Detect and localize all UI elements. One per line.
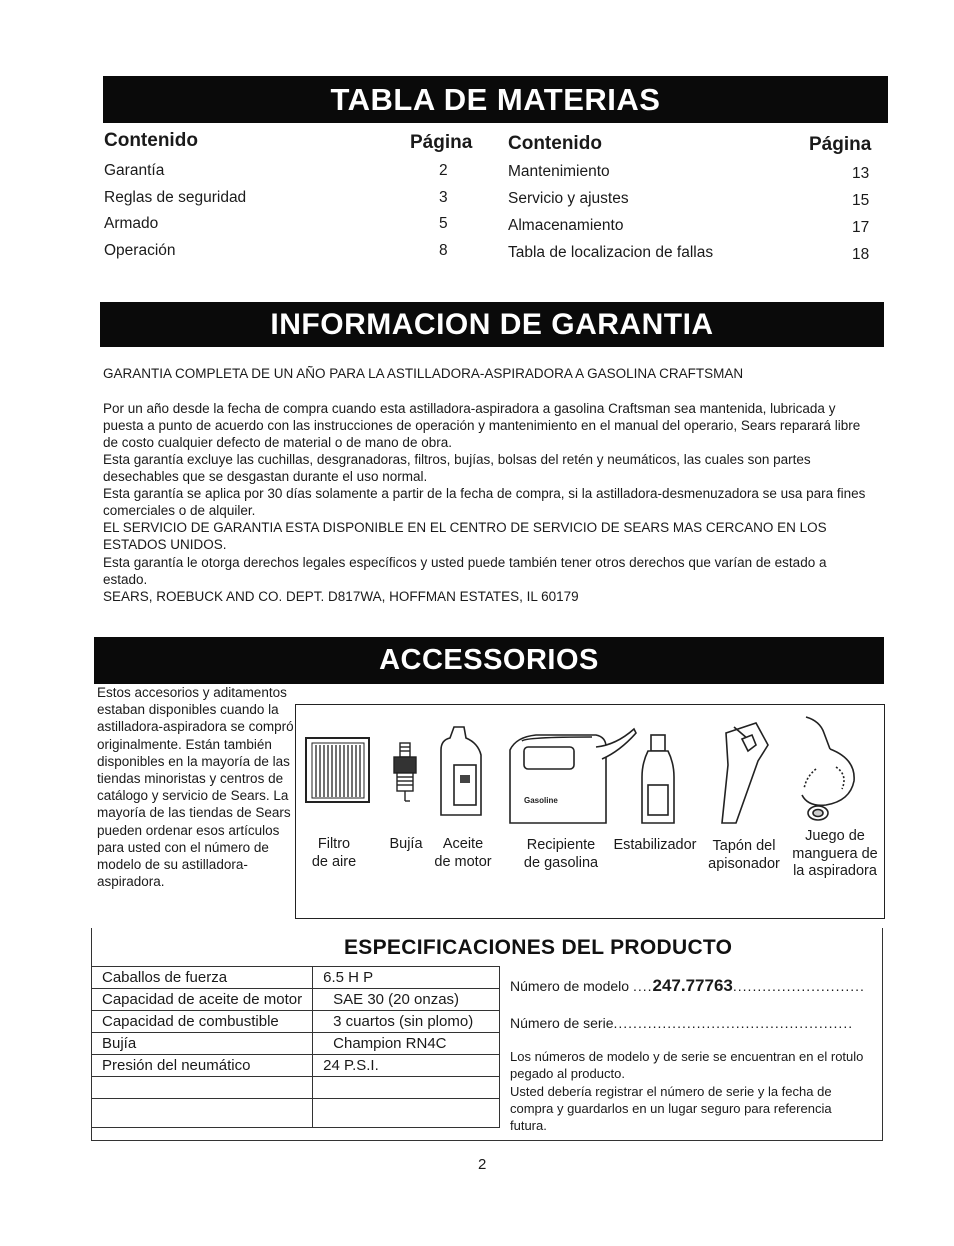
serial-number-label: Número de serie: [510, 1015, 614, 1031]
toc-right-row-label: Tabla de localizacion de fallas: [508, 244, 714, 261]
spec-label: Capacidad de aceite de motor: [92, 989, 313, 1011]
specs-title: ESPECIFICACIONES DEL PRODUCTO: [344, 936, 733, 959]
warranty-heading: GARANTIA COMPLETA DE UN AÑO PARA LA ASTILLADORA-ASPIRADORA A GASOLINA CRAFTSMAN: [103, 366, 744, 381]
toc-banner: [103, 76, 888, 123]
spec-value: [313, 1099, 500, 1128]
toc-left-row-page: 8: [439, 242, 448, 259]
page-number: 2: [478, 1156, 487, 1173]
toc-left-row-label: Reglas de seguridad: [104, 189, 247, 206]
table-row: [92, 1055, 500, 1077]
spark-plug-icon: [394, 743, 416, 801]
toc-left-row-page: 2: [439, 162, 448, 179]
tamper-cap-icon: [722, 723, 768, 823]
accessories-illustrations: [296, 705, 882, 830]
vacuum-hose-icon: [802, 717, 854, 820]
stabilizer-bottle-icon: [642, 735, 674, 823]
model-number-line: Número de modelo ....247.77763...........................: [510, 976, 865, 995]
air-filter-icon: [306, 738, 369, 802]
toc-left-row-page: 3: [439, 189, 448, 206]
specs-note: Los números de modelo y de serie se encuentran en el rotulo pegado al producto.: [510, 1049, 864, 1081]
spec-label: [92, 1077, 313, 1099]
toc-right-page-header: Página: [809, 134, 872, 155]
accessory-label-stabilizer: Estabilizador: [613, 837, 697, 853]
table-row: [92, 989, 500, 1011]
toc-banner-title: TABLA DE MATERIAS: [330, 82, 661, 117]
spec-value: 3 cuartos (sin plomo): [313, 1011, 500, 1033]
toc-right-header: Contenido: [508, 133, 602, 154]
warranty-banner: [100, 302, 884, 347]
oil-bottle-icon: [441, 727, 481, 815]
spec-value: 6.5 H P: [313, 967, 500, 989]
table-row: [92, 1033, 500, 1055]
toc-right-row-page: 17: [852, 219, 870, 236]
gas-can-label: Gasoline: [524, 796, 558, 805]
accessory-label-air-filter: Filtro de aire: [311, 836, 357, 870]
spec-label: [92, 1099, 313, 1128]
spec-label: Bujía: [92, 1033, 313, 1055]
spec-label: Capacidad de combustible: [92, 1011, 313, 1033]
toc-right-row-page: 15: [852, 192, 870, 209]
accessory-label-spark-plug: Bujía: [389, 836, 423, 852]
toc-right-row-page: 13: [852, 165, 870, 182]
toc-left-row-label: Armado: [104, 215, 159, 232]
accessory-label-vacuum-hose: Juego de manguera de la aspiradora: [792, 828, 878, 879]
warranty-address: SEARS, ROEBUCK AND CO. DEPT. D817WA, HOFFMAN ESTATES, IL 60179: [103, 589, 579, 604]
specs-note: Usted debería registrar el número de serie y la fecha de compra y guardarlos en un lugar seguro para referencia futura.: [510, 1084, 832, 1133]
gas-can-icon: [510, 729, 636, 823]
toc-right-row-label: Mantenimiento: [508, 163, 610, 180]
table-row: [92, 1099, 500, 1128]
toc-left-row-page: 5: [439, 215, 448, 232]
spec-label: Presión del neumático: [92, 1055, 313, 1077]
spec-label: Caballos de fuerza: [92, 967, 313, 989]
model-number-value: 247.77763: [652, 976, 733, 995]
warranty-paragraph: Esta garantía excluye las cuchillas, desgranadoras, filtros, bujías, bolsas del retén y neumáticos, las cuales son partes desechables que se desgastan durante el uso normal.: [103, 452, 811, 484]
warranty-paragraph: EL SERVICIO DE GARANTIA ESTA DISPONIBLE EN EL CENTRO DE SERVICIO DE SEARS MAS CERCANO EN LOS ESTADOS UNIDOS.: [103, 520, 827, 552]
spec-value: SAE 30 (20 onzas): [313, 989, 500, 1011]
accessories-intro: Estos accesorios y aditamentos estaban disponibles cuando la astilladora-aspiradora se compró originalmente. Están también disponibles en la mayoría de las tiendas minoristas y centros de catálogo y servicio de Sears. La mayoría de las tiendas de Sears pueden ordenar esos artículos para usted con el número de modelo de su astilladora-aspiradora.: [97, 685, 294, 890]
warranty-paragraph: Por un año desde la fecha de compra cuando esta astilladora-aspiradora a gasolina Craftsman sea mantenida, lubricada y puesta a punto de acuerdo con las instrucciones de operación y mantenimiento en el manual del operario, Sears reparará libre de costo cualquier defecto de material o de mano de obra.: [103, 401, 861, 450]
spec-value: 24 P.S.I.: [313, 1055, 500, 1077]
toc-right-row-page: 18: [852, 246, 870, 263]
accessory-label-engine-oil: Aceite de motor: [434, 836, 492, 870]
toc-left-header: Contenido: [104, 130, 198, 151]
table-row: [92, 967, 500, 989]
toc-right-row-label: Servicio y ajustes: [508, 190, 629, 207]
toc-left-page-header: Página: [410, 132, 473, 153]
table-row: [92, 1011, 500, 1033]
spec-value: [313, 1077, 500, 1099]
warranty-paragraph: Esta garantía se aplica por 30 días solamente a partir de la fecha de compra, si la astilladora-desmenuzadora se usa para fines comerciales o de alquiler.: [103, 486, 866, 518]
warranty-paragraph: Esta garantía le otorga derechos legales específicos y usted puede también tener otros derechos que varían de estado a estado.: [103, 555, 827, 587]
specs-table: [91, 966, 500, 1128]
toc-right-row-label: Almacenamiento: [508, 217, 624, 234]
accessories-banner: [94, 637, 884, 684]
accessory-label-tamper-cap: Tapón del apisonador: [708, 838, 780, 872]
spec-value: Champion RN4C: [313, 1033, 500, 1055]
warranty-banner-title: INFORMACION DE GARANTIA: [270, 308, 714, 341]
serial-number-line: Número de serie.................................................: [510, 1015, 854, 1031]
accessories-banner-title: ACCESSORIOS: [379, 644, 599, 676]
accessory-label-gas-can: Recipiente de gasolina: [523, 837, 599, 871]
table-row: [92, 1077, 500, 1099]
model-number-label: Número de modelo: [510, 978, 630, 994]
toc-left-row-label: Garantía: [104, 162, 165, 179]
toc-left-row-label: Operación: [104, 242, 176, 259]
